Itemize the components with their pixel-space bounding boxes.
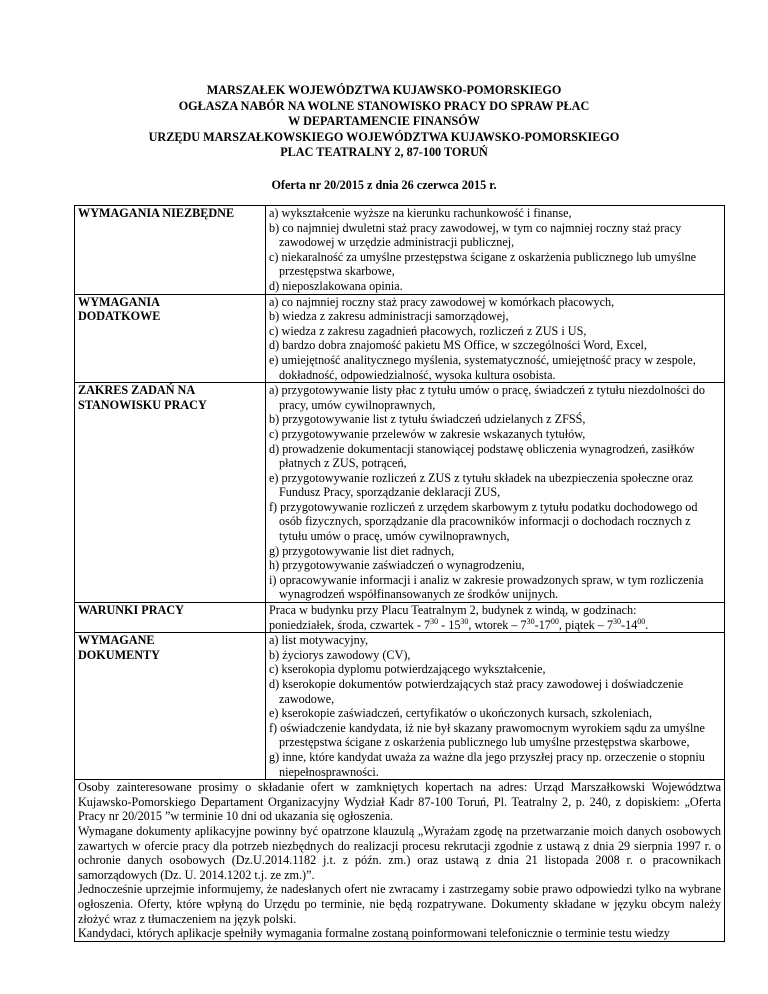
application-info	[75, 780, 725, 942]
warunki-line-1: Praca w budynku przy Placu Teatralnym 2, budynek z windą, w godzinach:	[269, 603, 637, 618]
label-line: DOKUMENTY	[78, 647, 160, 662]
label-dokumenty	[75, 633, 266, 780]
hours-text: -14	[621, 617, 638, 632]
row-zakres	[75, 383, 725, 603]
hours-sup: 30	[430, 616, 439, 626]
list-item: c) wiedza z zakresu zagadnień płacowych, rozliczeń z ZUS i US,	[269, 323, 587, 338]
list-item: h) przygotowywanie zaświadczeń o wynagrodzeniu,	[269, 558, 525, 573]
list-item: c) kserokopia dyplomu potwierdzającego wykształcenie,	[269, 662, 546, 677]
label-line: ZAKRES ZADAŃ NA	[78, 383, 196, 398]
list-item: d) prowadzenie dokumentacji stanowiącej podstawę obliczenia wynagrodzeń, zasiłków płatnych z ZUS, potrąceń,	[269, 441, 695, 471]
warunki-hours	[269, 618, 721, 633]
list-item: e) kserokopie zaświadczeń, certyfikatów o ukończonych kursach, szkoleniach,	[269, 706, 653, 721]
info-paragraph: Osoby zainteresowane prosimy o składanie ofert w zamkniętych kopertach na adres: Urząd Marszałkowski Województwa Kujawsko-Pomorskiego Departament Organizacyjny Wydział Kadr 87-100 Toruń, Pl. Teatralny 2, p. 240, z dopiskiem: „Oferta Pracy nr 20/2015 ”w terminie 10 dni od ukazania się ogłoszenia.	[78, 780, 721, 824]
label-line: STANOWISKU PRACY	[78, 397, 207, 412]
header-line-1: MARSZAŁEK WOJEWÓDZTWA KUJAWSKO-POMORSKIEGO	[206, 83, 562, 97]
hours-sup: 00	[637, 616, 646, 626]
list-item: a) przygotowywanie listy płac z tytułu umów o pracę, świadczeń z tytułu niezdolności do pracy, umów cywilnoprawnych,	[269, 383, 705, 412]
list-item: b) co najmniej dwuletni staż pracy zawodowej, w tym co najmniej roczny staż pracy zawodowej w urzędzie administracji publicznej,	[269, 220, 682, 250]
content-dokumenty	[266, 633, 725, 780]
hours-text: poniedziałek, środa, czwartek - 7	[269, 617, 431, 632]
header-line-2: OGŁASZA NABÓR NA WOLNE STANOWISKO PRACY DO SPRAW PŁAC	[178, 98, 590, 113]
list-item: a) list motywacyjny,	[269, 633, 369, 648]
header-line-4: URZĘDU MARSZAŁKOWSKIEGO WOJEWÓDZTWA KUJAWSKO-POMORSKIEGO	[148, 129, 620, 144]
label-line: WYMAGANIA	[78, 294, 160, 309]
list-item: d) kserokopie dokumentów potwierdzających staż pracy zawodowej i doświadczenie zawodowe,	[269, 677, 684, 706]
hours-text: , wtorek – 7	[468, 617, 527, 632]
list-item: b) życiorys zawodowy (CV),	[269, 647, 411, 662]
row-dokumenty	[75, 633, 725, 780]
hours-text: .	[645, 617, 649, 632]
content-zakres	[266, 383, 725, 603]
list-item: d) bardzo dobra znajomość pakietu MS Office, w szczególności Word, Excel,	[269, 338, 647, 353]
list-item: e) przygotowywanie rozliczeń z ZUS z tytułu składek na ubezpieczenia społeczne oraz Fundusz Pracy, sporządzanie deklaracji ZUS,	[269, 470, 694, 500]
list-item: a) wykształcenie wyższe na kierunku rachunkowość i finanse,	[269, 206, 572, 220]
content-niezbedne	[266, 206, 725, 295]
info-paragraph: Jednocześnie uprzejmie informujemy, że nadesłanych ofert nie zwracamy i zastrzegamy sobie prawo odpowiedzi tylko na wybrane ogłoszenia. Oferty, które wpłyną do Urzędu po terminie, nie będą rozpatrywane. Dokumenty składane w języku obcym należy złożyć wraz z tłumaczeniem na język polski.	[78, 882, 721, 926]
list-item: c) przygotowywanie przelewów w zakresie wskazanych tytułów,	[269, 426, 586, 441]
list-item: d) nieposzlakowana opinia.	[269, 278, 403, 293]
header-line-5: PLAC TEATRALNY 2, 87-100 TORUŃ	[280, 145, 488, 160]
hours-text: -17	[534, 617, 551, 632]
list-item: c) niekaralność za umyślne przestępstwa ścigane z oskarżenia publicznego lub umyślne przestępstwa skarbowe,	[269, 249, 697, 279]
list-item: b) wiedza z zakresu administracji samorządowej,	[269, 309, 509, 324]
list-item: f) oświadczenie kandydata, iż nie był skazany prawomocnym wyrokiem sądu za umyślne przestępstwa ścigane z oskarżenia publicznego lub umyślne przestępstwa skarbowe,	[269, 720, 705, 750]
content-dodatkowe	[266, 294, 725, 383]
row-bottom-info	[75, 780, 725, 942]
hours-sup: 00	[550, 616, 559, 626]
info-paragraph: Wymagane dokumenty aplikacyjne powinny być opatrzone klauzulą „Wyrażam zgodę na przetwarzanie moich danych osobowych zawartych w ofercie pracy dla potrzeb niezbędnych do realizacji procesu rekrutacji zgodnie z ustawą z dnia 29 sierpnia 1997 r. o ochronie danych osobowych (Dz.U.2014.1182 j.t. z późn. zm.) oraz ustawą z dnia 21 listopada 2008 r. o pracownikach samorządowych (Dz. U. 2014.1202 t.j. ze zm.)”.	[78, 823, 721, 882]
list-item: g) przygotowywanie list diet radnych,	[269, 543, 455, 558]
list-item: f) przygotowywanie rozliczeń z urzędem skarbowym z tytułu podatku dochodowego od osób fizycznych, sporządzanie dla pracowników informacji o dochodach rocznych z tytułu umów o pracę, umów cywilnoprawnych,	[269, 499, 698, 544]
label-warunki: WARUNKI PRACY	[75, 603, 266, 633]
hours-sup: 30	[526, 616, 535, 626]
list-item: e) umiejętność analitycznego myślenia, systematyczność, umiejętność pracy w zespole, dokładność, odpowiedzialność, wysoka kultura osobista.	[269, 352, 696, 382]
label-line: WYMAGANE	[78, 633, 155, 648]
row-warunki	[75, 603, 725, 633]
row-niezbedne	[75, 206, 725, 295]
label-line: DODATKOWE	[78, 309, 161, 324]
label-dodatkowe	[75, 294, 266, 383]
hours-sup: 30	[613, 616, 622, 626]
info-paragraph: Kandydaci, których aplikacje spełniły wymagania formalne zostaną poinformowani telefonicznie o terminie testu wiedzy	[78, 926, 670, 941]
document-header	[0, 83, 768, 161]
list-item: i) opracowywanie informacji i analiz w zakresie prowadzonych spraw, w tym rozliczenia wynagrodzeń współfinansowanych ze środków unijnych.	[269, 572, 704, 602]
hours-text: - 15	[438, 617, 461, 632]
row-dodatkowe	[75, 294, 725, 383]
label-zakres	[75, 383, 266, 603]
requirements-table	[74, 205, 725, 942]
hours-text: , piątek – 7	[558, 617, 614, 632]
content-warunki	[266, 603, 725, 633]
list-item: b) przygotowywanie list z tytułu świadczeń udzielanych z ZFSŚ,	[269, 412, 586, 427]
label-niezbedne: WYMAGANIA NIEZBĘDNE	[75, 206, 266, 295]
header-line-3: W DEPARTAMENCIE FINANSÓW	[288, 114, 480, 129]
list-item: a) co najmniej roczny staż pracy zawodowej w komórkach płacowych,	[269, 294, 615, 309]
list-item: g) inne, które kandydat uważa za ważne dla jego przyszłej pracy np. orzeczenie o stopniu niepełnosprawności.	[269, 749, 705, 779]
offer-number: Oferta nr 20/2015 z dnia 26 czerwca 2015 r.	[271, 178, 497, 192]
hours-sup: 30	[460, 616, 469, 626]
